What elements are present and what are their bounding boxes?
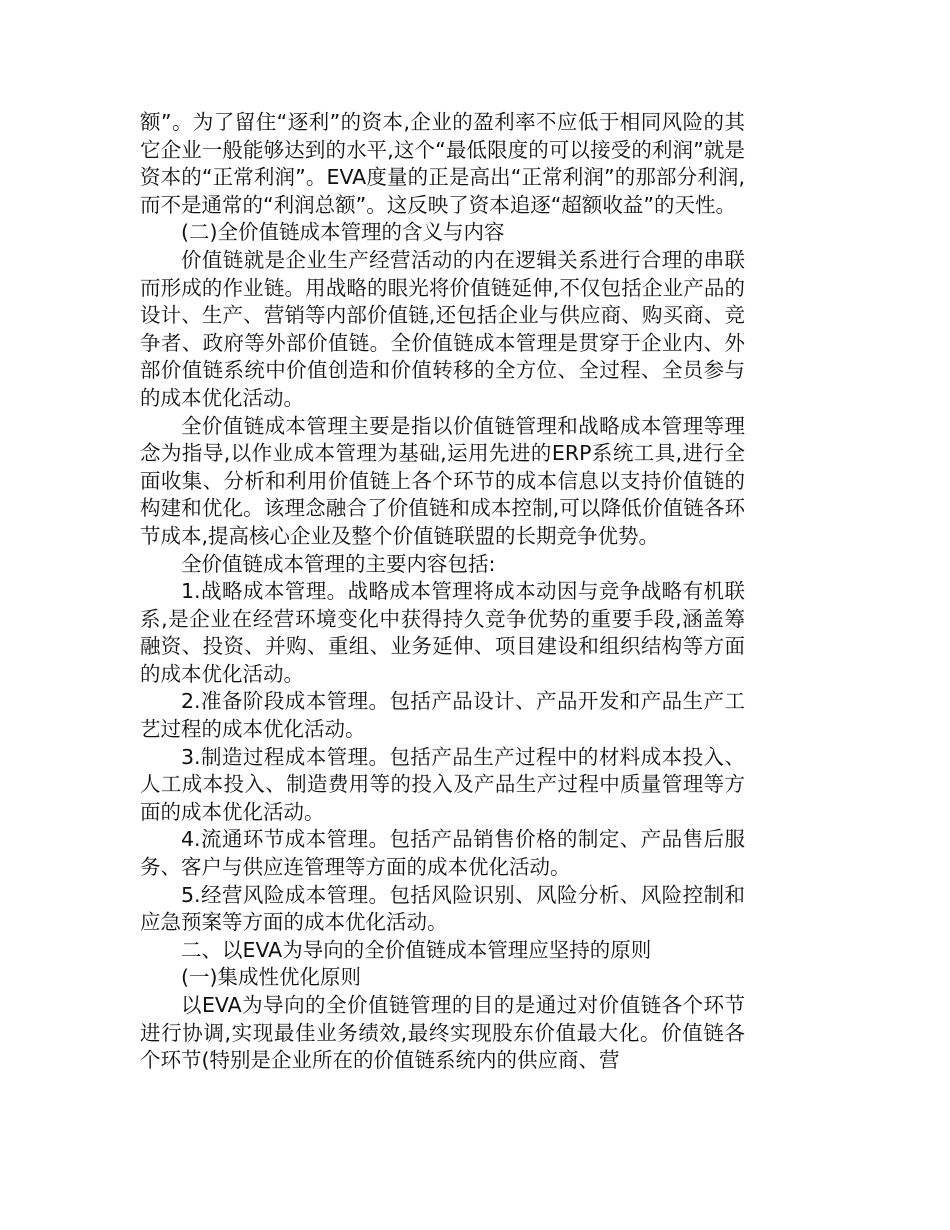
list-item-3: 3.制造过程成本管理。包括产品生产过程中的材料成本投入、人工成本投入、制造费用等的投入及产品生产过程中质量管理等方面的成本优化活动。 bbox=[140, 744, 745, 824]
list-item-4: 4.流通环节成本管理。包括产品销售价格的制定、产品售后服务、客户与供应连管理等方面的成本优化活动。 bbox=[140, 827, 745, 880]
paragraph-1: 额”。为了留住“逐利”的资本,企业的盈利率不应低于相同风险的其它企业一般能够达到的水平,这个“最低限度的可以接受的利润”就是资本的“正常利润”。EVA度量的正是高出“正常利润”的那部分利润,而不是通常的“利润总额”。这反映了资本追逐“超额收益”的天性。 bbox=[140, 110, 745, 217]
section-heading-12: (一)集成性优化原则 bbox=[181, 965, 361, 990]
paragraph-5: 全价值链成本管理的主要内容包括: bbox=[181, 551, 496, 576]
paragraph-13: 以EVA为导向的全价值链管理的目的是通过对价值链各个环节进行协调,实现最佳业务绩效,最终实现股东价值最大化。价值链各个环节(特别是企业所在的价值链系统内的供应商、营 bbox=[140, 993, 745, 1073]
paragraph-4: 全价值链成本管理主要是指以价值链管理和战略成本管理等理念为指导,以作业成本管理为基础,运用先进的ERP系统工具,进行全面收集、分析和利用价值链上各个环节的成本信息以支持价值链的构建和优化。该理念融合了价值链和成本控制,可以降低价值链各环节成本,提高核心企业及整个价值链联盟的长期竞争优势。 bbox=[140, 413, 745, 548]
document-page bbox=[140, 109, 745, 1075]
section-heading-2: (二)全价值链成本管理的含义与内容 bbox=[181, 220, 505, 245]
list-item-5: 5.经营风险成本管理。包括风险识别、风险分析、风险控制和应急预案等方面的成本优化活动。 bbox=[140, 882, 745, 935]
section-heading-11: 二、以EVA为导向的全价值链成本管理应坚持的原则 bbox=[181, 937, 652, 962]
paragraph-3: 价值链就是企业生产经营活动的内在逻辑关系进行合理的串联而形成的作业链。用战略的眼光将价值链延伸,不仅包括企业产品的设计、生产、营销等内部价值链,还包括企业与供应商、购买商、竞争者、政府等外部价值链。全价值链成本管理是贯穿于企业内、外部价值链系统中价值创造和价值转移的全方位、全过程、全员参与的成本优化活动。 bbox=[140, 247, 745, 410]
list-item-2: 2.准备阶段成本管理。包括产品设计、产品开发和产品生产工艺过程的成本优化活动。 bbox=[140, 689, 745, 742]
list-item-1: 1.战略成本管理。战略成本管理将成本动因与竞争战略有机联系,是企业在经营环境变化中获得持久竞争优势的重要手段,涵盖筹融资、投资、并购、重组、业务延伸、项目建设和组织结构等方面的成本优化活动。 bbox=[140, 579, 745, 686]
